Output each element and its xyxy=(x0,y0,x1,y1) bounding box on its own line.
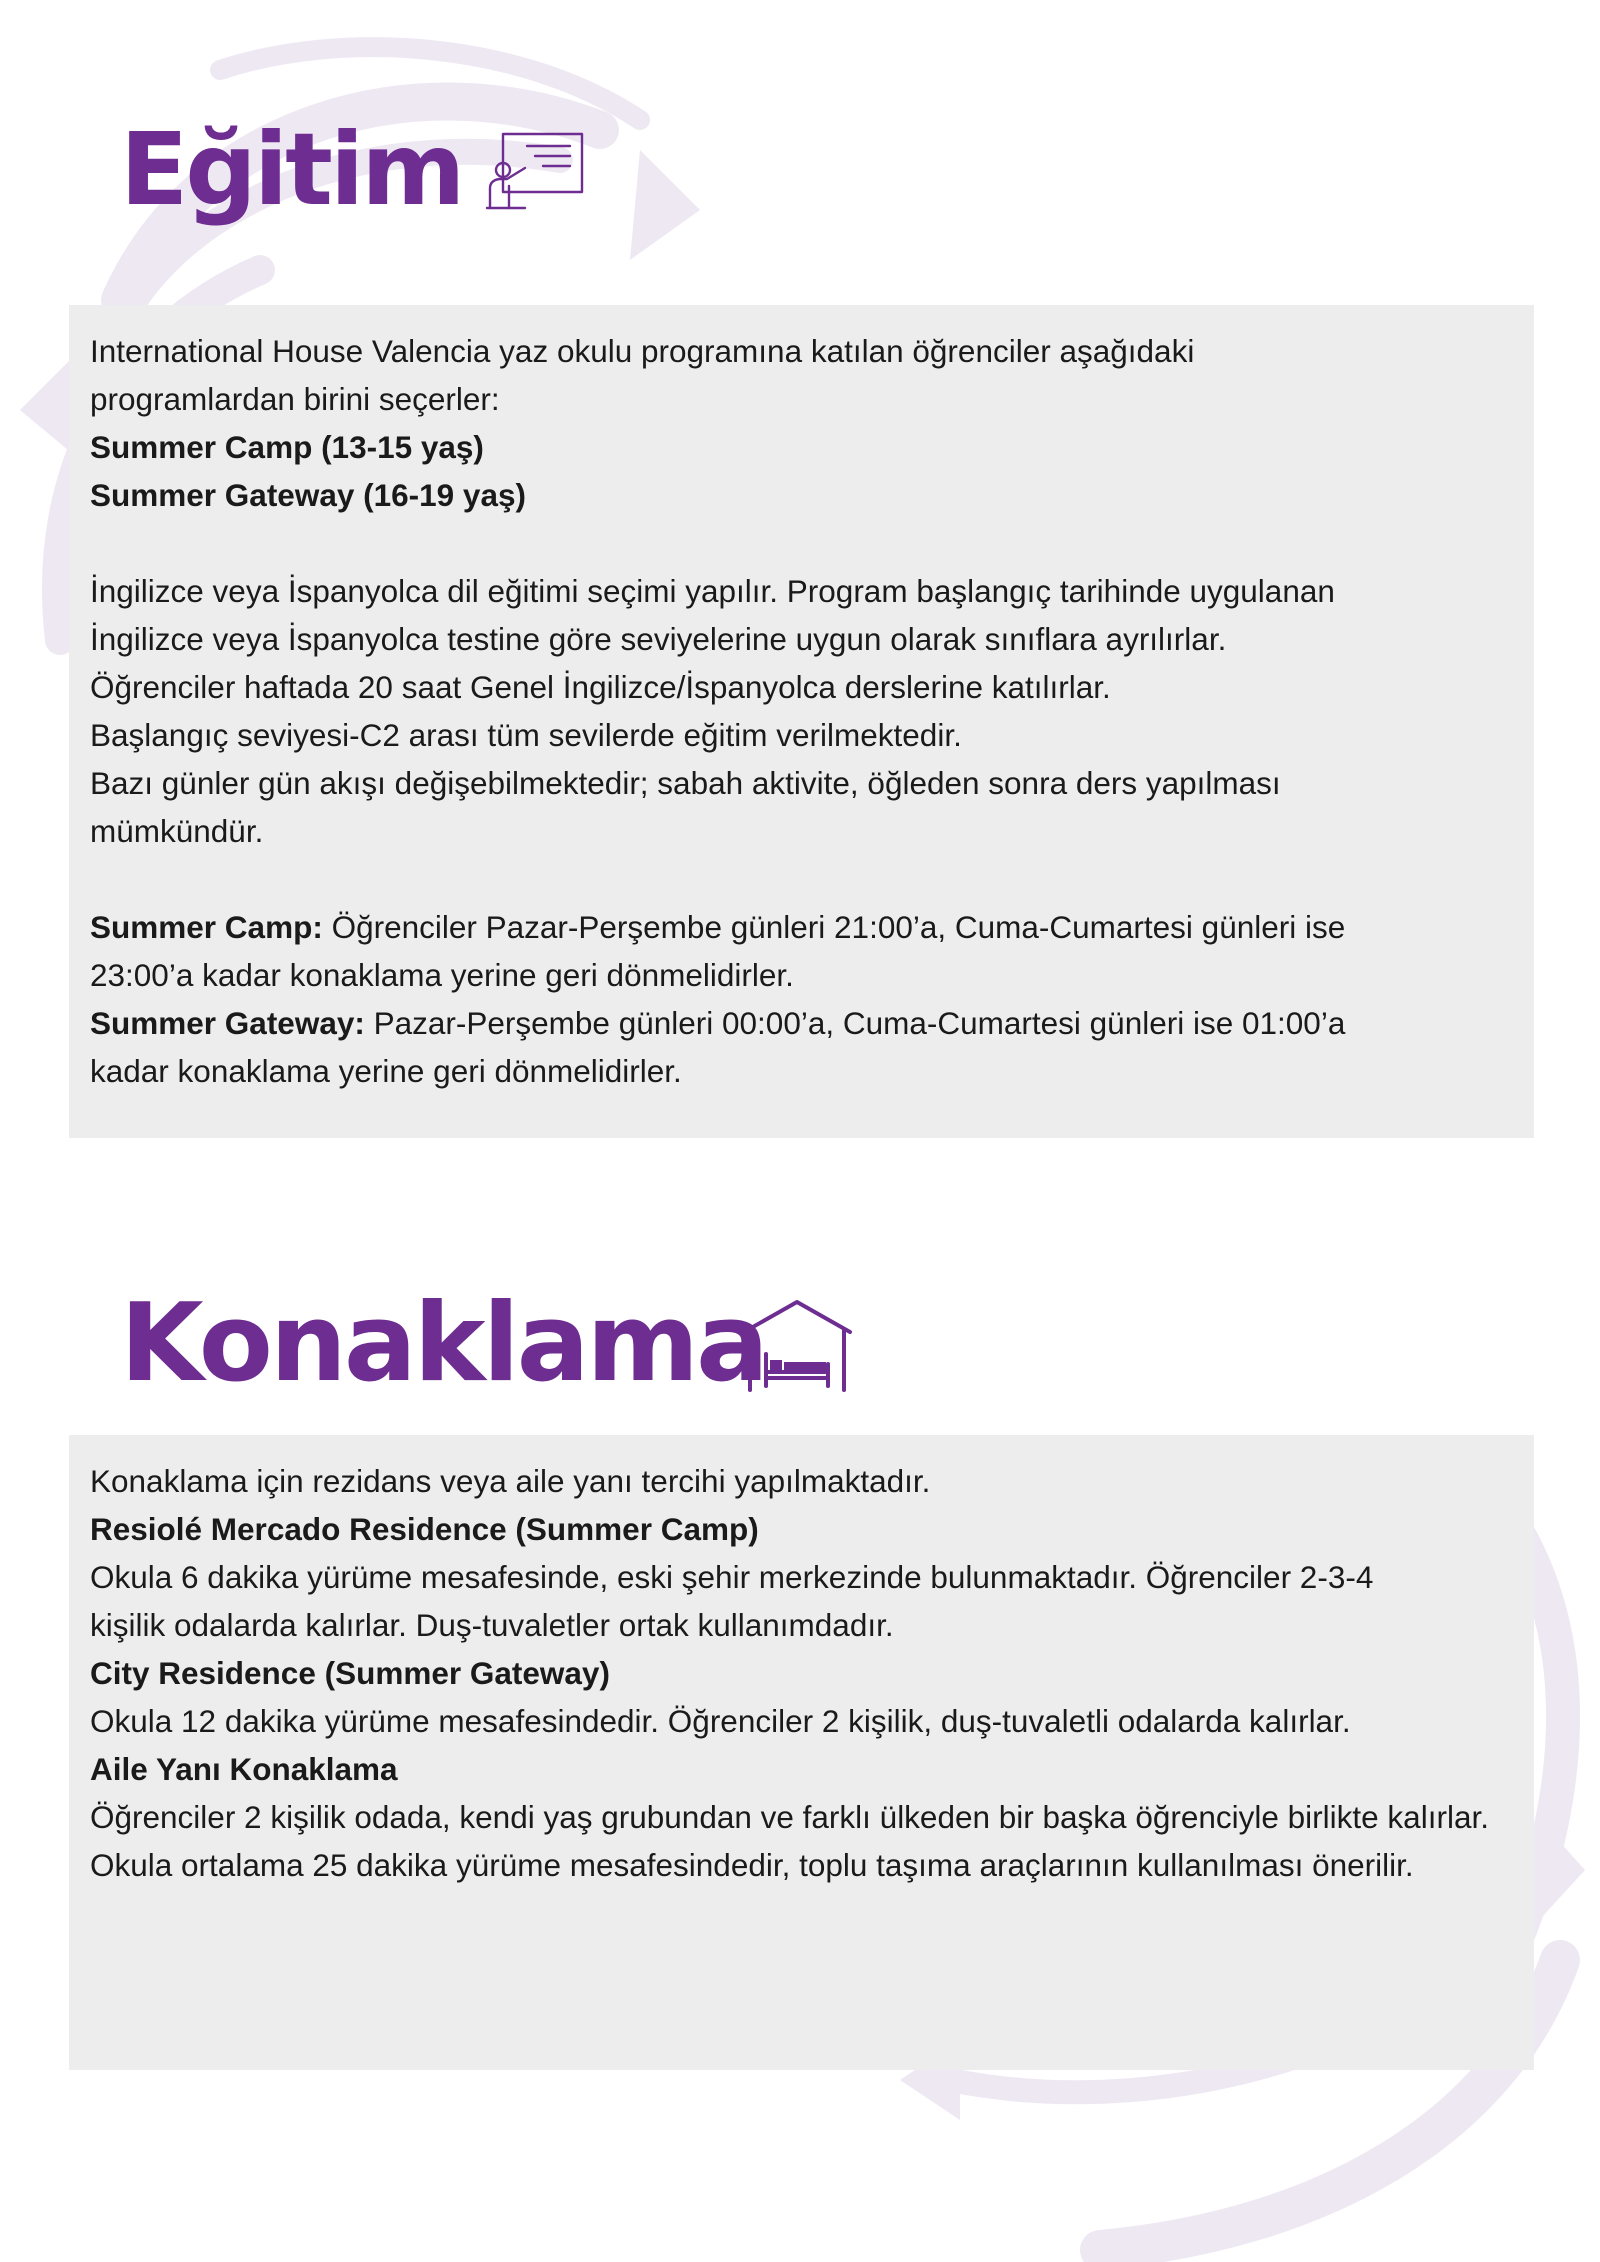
detail-line: İngilizce veya İspanyolca dil eğitimi seçimi yapılır. Program başlangıç tarihinde uygulanan xyxy=(90,573,1335,609)
section-title-konaklama: Konaklama xyxy=(120,1281,766,1406)
residence-title: Resiolé Mercado Residence (Summer Camp) xyxy=(90,1511,759,1547)
detail-line: Öğrenciler haftada 20 saat Genel İngilizce/İspanyolca derslerine katılırlar. xyxy=(90,669,1111,705)
residence-title: City Residence (Summer Gateway) xyxy=(90,1655,610,1691)
gateway-curfew xyxy=(90,999,1494,1047)
intro-line: programlardan birini seçerler: xyxy=(90,381,500,417)
family-stay-description: Öğrenciler 2 kişilik odada, kendi yaş grubundan ve farklı ülkeden bir başka öğrenciyle birlikte kalırlar. xyxy=(90,1799,1489,1835)
residence-description: Okula 6 dakika yürüme mesafesinde, eski şehir merkezinde bulunmaktadır. Öğrenciler 2-3-4 xyxy=(90,1559,1374,1595)
accommodation-info-panel xyxy=(69,1435,1534,2070)
section-title-egitim: Eğitim xyxy=(120,111,463,228)
gateway-curfew-label: Summer Gateway: xyxy=(90,1005,365,1041)
detail-line: mümkündür. xyxy=(90,813,264,849)
detail-line: İngilizce veya İspanyolca testine göre seviyelerine uygun olarak sınıflara ayrılırlar. xyxy=(90,621,1227,657)
program-summer-camp: Summer Camp (13-15 yaş) xyxy=(90,429,484,465)
residence-description: Okula 12 dakika yürüme mesafesindedir. Öğrenciler 2 kişilik, duş-tuvaletli odalarda kalırlar. xyxy=(90,1703,1351,1739)
intro-line: Konaklama için rezidans veya aile yanı tercihi yapılmaktadır. xyxy=(90,1463,931,1499)
camp-curfew-label: Summer Camp: xyxy=(90,909,323,945)
intro-line: International House Valencia yaz okulu programına katılan öğrenciler aşağıdaki xyxy=(90,333,1195,369)
program-summer-gateway: Summer Gateway (16-19 yaş) xyxy=(90,477,526,513)
education-info-panel xyxy=(69,305,1534,1138)
gateway-curfew-text: kadar konaklama yerine geri dönmelidirler. xyxy=(90,1053,682,1089)
camp-curfew xyxy=(90,903,1494,951)
teacher-board-icon xyxy=(485,130,585,212)
family-stay-title: Aile Yanı Konaklama xyxy=(90,1751,398,1787)
residence-description: kişilik odalarda kalırlar. Duş-tuvaletler ortak kullanımdadır. xyxy=(90,1607,894,1643)
detail-line: Başlangıç seviyesi-C2 arası tüm sevilerde eğitim verilmektedir. xyxy=(90,717,962,753)
house-bed-icon xyxy=(740,1298,854,1394)
family-stay-distance: Okula ortalama 25 dakika yürüme mesafesindedir, toplu taşıma araçlarının kullanılması önerilir. xyxy=(90,1847,1414,1883)
camp-curfew-text: 23:00’a kadar konaklama yerine geri dönmelidirler. xyxy=(90,957,794,993)
detail-line: Bazı günler gün akışı değişebilmektedir; sabah aktivite, öğleden sonra ders yapılması xyxy=(90,765,1281,801)
gateway-curfew-text: Pazar-Perşembe günleri 00:00’a, Cuma-Cumartesi günleri ise 01:00’a xyxy=(364,1005,1346,1041)
camp-curfew-text: Öğrenciler Pazar-Perşembe günleri 21:00’a, Cuma-Cumartesi günleri ise xyxy=(322,909,1346,945)
